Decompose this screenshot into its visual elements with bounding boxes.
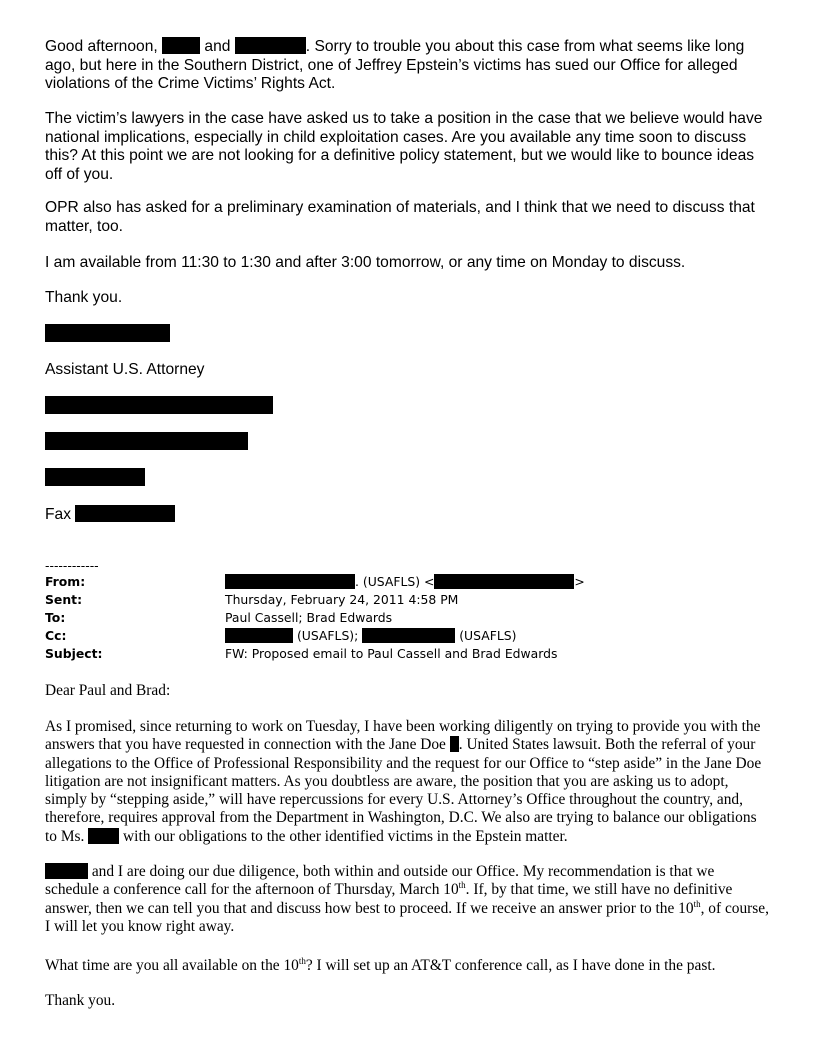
redaction-block (362, 628, 455, 643)
email-paragraph-1: Good afternoon, and . Sorry to trouble you about this case from what seems like long ago, but here in the Southern District, one of Jeffrey Epstein’s victims has sued our Office for alleged violations of the Crime Victims’ Rights Act. (45, 38, 745, 92)
from-value: . (USAFLS) < (355, 574, 435, 589)
header-separator: ------------ (45, 558, 99, 573)
forwarded-salutation: Dear Paul and Brad: (45, 682, 171, 699)
fax-line: Fax (45, 505, 175, 525)
forwarded-paragraph-3: What time are you all available on the 10th? I will set up an AT&T conference call, as I have done in the past. (45, 956, 716, 974)
forwarded-paragraph-1: As I promised, since returning to work on Tuesday, I have been working diligently on trying to provide you with the answers that you have requested in connection with the Jane Doe . United States lawsuit. Both the referral of your allegations to the Office of Professional Responsibility and the request for our Office to “step aside” in the Jane Doe litigation are not insignificant matters. As you doubtless are aware, the position that you are asking us to adopt, simply by “stepping aside,” will have repercussions for every U.S. Attorney’s Office throughout the country, and, therefore, requires approval from the Department in Washington, D.C. We also are trying to balance our obligations to Ms. with our obligations to the other identified victims in the Epstein matter. (45, 718, 762, 845)
document-page: Good afternoon, and . Sorry to trouble you about this case from what seems like long ago, but here in the Southern District, one of Jeffrey Epstein’s victims has sued our Office for alleged violations of the Crime Victims’ Rights Act. The victim’s lawyers in the case have asked us to take a position in the case that we believe would have national implications, especially in child exploitation cases. Are you available any time soon to discuss this? At this point we are not looking for a definitive policy statement, but we would like to bounce ideas off of you. OPR also has asked for a preliminary examination of materials, and I think that we need to discuss that matter, too. I am available from 11:30 to 1:30 and after 3:00 tomorrow, or any time on Monday to discuss. Thank you. Assistant U.S. Attorney Fax ------------ From: . (USAFLS) < > Sent: Thursday, February 24, 2011 4:58 PM To: Paul Cassell; Brad Edwards Cc: (USAFLS); (USAFLS) Subject: FW: Proposed email to Paul Cassell and Brad Edwards Dear Paul and Brad: As I promised, since returning to work on Tuesday, I have been working diligently on trying to provide you with the answers that you have requested in connection with the Jane Doe . United States lawsuit. Both the referral of your allegations to the Office of Professional Responsibility and the request for our Office to “step aside” in the Jane Doe litigation are not insignificant matters. As you doubtless are aware, the position that you are asking us to adopt, simply by “stepping aside,” will have repercussions for every U.S. Attorney’s Office throughout the country, and, therefore, requires approval from the Department in Washington, D.C. We also are trying to balance our obligations to Ms. with our obligations to the other identified victims in the Epstein matter. and I are doing our due diligence, both within and outside our Office. My recommendation is that we schedule a conference call for the afternoon of Thursday, March 10th. If, by that time, we still have no definitive answer, then we can tell you that and discuss how best to proceed. If we receive an answer prior to the 10th, of course, I will let you know right away. What time are you all available on the 10th? I will set up an AT&T conference call, as I have done in the past. Thank you. (0, 0, 816, 1056)
redacted-address-line (45, 396, 273, 414)
redaction-block (225, 574, 355, 589)
redaction-block (235, 37, 306, 54)
cc-label: Cc: (45, 628, 67, 643)
redaction-block (45, 863, 88, 879)
cc-value-1: (USAFLS); (293, 628, 359, 643)
from-label: From: (45, 574, 86, 589)
to-value: Paul Cassell; Brad Edwards (225, 610, 393, 625)
to-label: To: (45, 610, 66, 625)
redaction-block (225, 628, 293, 643)
redaction-block (162, 37, 200, 54)
signature-title: Assistant U.S. Attorney (45, 361, 205, 378)
redacted-phone (45, 468, 145, 486)
email-paragraph-2: The victim’s lawyers in the case have asked us to take a position in the case that we believe would have national implications, especially in child exploitation cases. Are you available any time soon to discuss this? At this point we are not looking for a definitive policy statement, but we would like to bounce ideas off of you. (45, 110, 763, 183)
forwarded-thank-you: Thank you. (45, 992, 116, 1009)
redaction-block (450, 736, 459, 752)
email-paragraph-4: I am available from 11:30 to 1:30 and after 3:00 tomorrow, or any time on Monday to discuss. (45, 254, 686, 271)
redacted-address-line (45, 432, 248, 450)
subject-value: FW: Proposed email to Paul Cassell and Brad Edwards (225, 646, 558, 661)
sent-value: Thursday, February 24, 2011 4:58 PM (225, 592, 459, 607)
email-thank-you: Thank you. (45, 289, 123, 306)
forwarded-paragraph-2: and I are doing our due diligence, both within and outside our Office. My recommendation is that we schedule a conference call for the afternoon of Thursday, March 10th. If, by that time, we still have no definitive answer, then we can tell you that and discuss how best to proceed. If we receive an answer prior to the 10th, of course, I will let you know right away. (45, 863, 769, 935)
redaction-block (88, 828, 119, 844)
redaction-block (434, 574, 574, 589)
email-paragraph-3: OPR also has asked for a preliminary examination of materials, and I think that we need to discuss that matter, too. (45, 199, 755, 235)
sent-label: Sent: (45, 592, 83, 607)
redacted-signature-name (45, 324, 170, 342)
subject-label: Subject: (45, 646, 103, 661)
redacted-fax-number (75, 505, 175, 522)
cc-value-2: (USAFLS) (455, 628, 517, 643)
